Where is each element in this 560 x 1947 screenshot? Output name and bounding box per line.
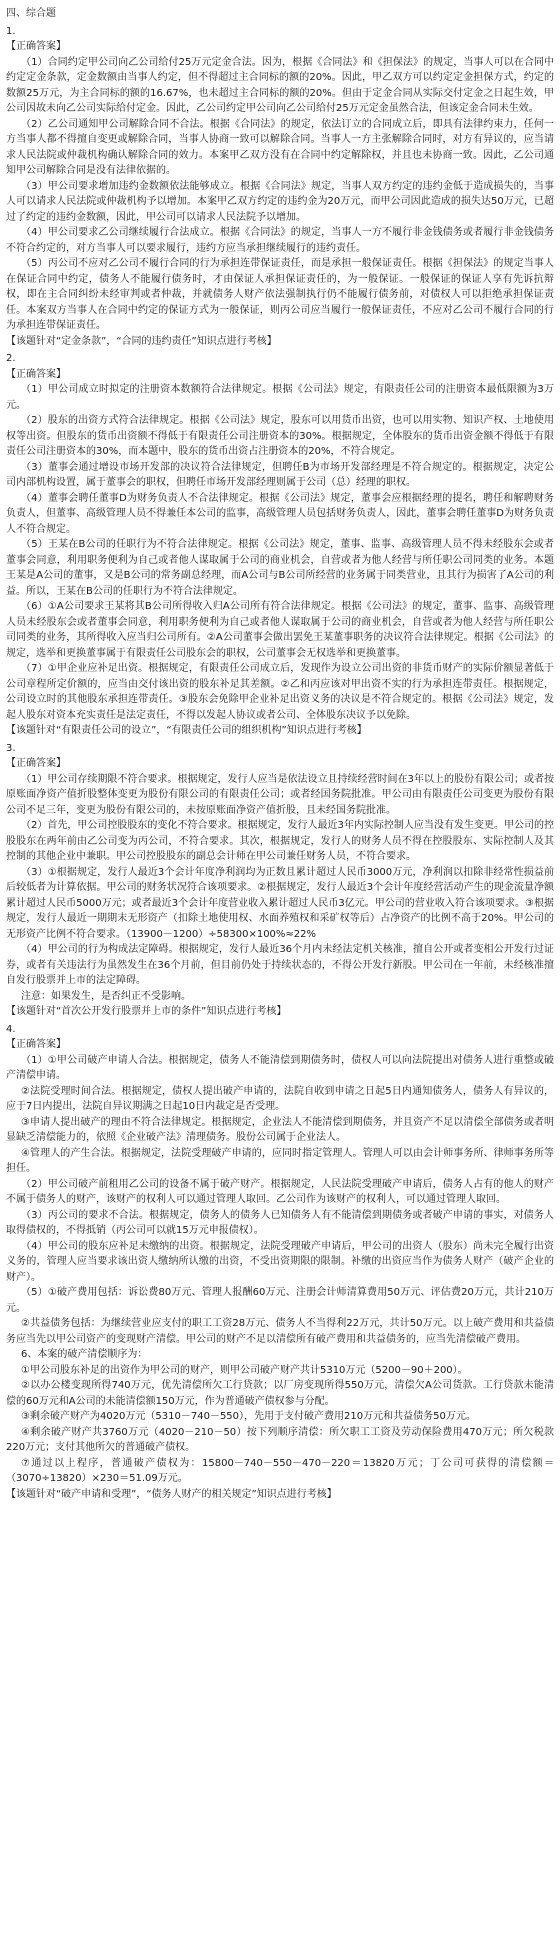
answer-paragraph: （2）股东的出资方式符合法律规定。根据《公司法》规定，股东可以用货币出资，也可以用实物、知识产权、土地使用权等出资。但股东的货币出资额不得低于有限责任公司注册资本的30%。根据规定，全体股东的货币出资金额不得低于有限责任公司注册资本的30%，而本题中，股东的货币出资占注册资本的20%，不符合规定。 xyxy=(6,415,554,457)
answer-paragraph: （3）丙公司的要求不合法。根据规定，债务人的债务人已知债务人有不能清偿到期债务或者破产申请的事实，对债务人取得债权的，不得抵销（丙公司可以就15万元申报债权）。 xyxy=(6,1209,554,1236)
answer-label: 【正确答案】 xyxy=(6,41,66,52)
question-number: 1. xyxy=(6,25,16,37)
answer-paragraph: ②共益债务包括：为继续营业应支付的职工工资28万元、债务人不当得利22万元，共计50万元。以上破产费用和共益债务应当先以甲公司资产的变现财产清偿。甲公司的财产不足以清偿所有破产费用和共益债务的，应当先清偿破产费用。 xyxy=(6,1318,554,1345)
answer-paragraph: （2）首先，甲公司控股股东的变化不符合要求。根据规定，发行人最近3年内实际控制人应当没有发生变更。甲公司的控股股东在两年前由乙公司变为丙公司，不符合要求。其次，根据规定，发行人的财务人员不得在控股股东、实际控制人及其控制的其他企业中兼职。甲公司控股股东的副总会计师在甲公司兼任财务人员，不符合要求。 xyxy=(6,820,554,862)
question-number: 4. xyxy=(6,1023,16,1035)
answer-paragraph: ①甲公司股东补足的出资作为甲公司的财产，则甲公司破产财产共计5310万元（5200－90＋200）。 xyxy=(21,1364,468,1376)
answer-paragraph: ③剩余破产财产为4020万元（5310－740－550），先用于支付破产费用210万元和共益债务50万元。 xyxy=(21,1411,476,1422)
answer-paragraph: 6、本案的破产清偿顺序为： xyxy=(21,1349,148,1360)
answer-paragraph: ②法院受理时间合法。根据规定，债权人提出破产申请的，法院自收到申请之日起5日内通知债务人，债务人有异议的，应于7日内提出，法院自异议期满之日起10日内裁定是否受理。 xyxy=(6,1085,554,1112)
answer-paragraph: （6）①A公司要求王某将其B公司所得收入归A公司所有符合法律规定。根据《公司法》的规定，董事、监事、高级管理人员未经股东会或者董事会同意，利用职务便利为自己或者他人谋取属于公司的商业机会，自营或者为他人经营与所任职公司同类的业务，其所得收入应当归公司所有。②A公司董事会做出罢免王某董事职务的决议符合法律规定。根据《公司法》的规定，选举和更换董事属于有限责任公司股东会的职权，公司董事会无权选举和更换董事。 xyxy=(6,601,554,659)
question-1 xyxy=(6,24,554,350)
answer-label: 【正确答案】 xyxy=(6,368,66,380)
answer-paragraph: （1）甲公司存续期限不符合要求。根据规定，发行人应当是依法设立且持续经营时间在3年以上的股份有限公司；或者按原账面净资产值折股整体变更为股份有限公司的有限责任公司；或者经国务院批准。甲公司由有限责任公司变更为股份有限公司不足三年，变更为股份有限公司的，未按原账面净资产值折股，且未经国务院批准。 xyxy=(6,773,554,816)
question-2 xyxy=(6,351,554,739)
answer-paragraph: （3）①根据规定，发行人最近3个会计年度净利润均为正数且累计超过人民币3000万元，净利润以扣除非经常性损益前后较低者为计算依据。甲公司的财务状况符合该项要求。②根据规定，发行人最近3个会计年度经营活动产生的现金流量净额累计超过人民币5000万元；或者最近3个会计年度营业收入累计超过人民币3亿元。甲公司的营业收入符合该项要求。③根据规定，发行人最近一期期末无形资产（扣除土地使用权、水面养殖权和采矿权等后）占净资产的比例不高于20%。甲公司的无形资产比例不符合要求。（13900－1200）÷58300×100%≈22% xyxy=(6,866,554,940)
answer-label: 【正确答案】 xyxy=(6,1039,66,1050)
answer-paragraph: （1）合同约定甲公司向乙公司给付25万元定金合法。因为，根据《合同法》和《担保法》的规定，当事人可以在合同中约定定金条款，定金数额由当事人约定，但不得超过主合同标的额的20%。因此，甲乙双方可以约定定金担保方式，约定的数额25万元，为主合同标的额的16.67%，也未超过主合同标的额的20%。但由于定金合同从实际交付定金之日起生效，甲公司因故未向乙公司实际给付定金。因此，乙公司约定甲公司向乙公司给付25万元定金虽然合法，但该定金合同未生效。 xyxy=(6,56,554,114)
answer-paragraph: （5）王某在B公司的任职行为不符合法律规定。根据《公司法》规定，董事、监事、高级管理人员不得未经股东会或者董事会同意，利用职务便利为自己或者他人谋取属于公司的商业机会，自营或者为他人经营与所任职公司同类的业务。本题王某是A公司的董事，又是B公司的常务副总经理，而A公司与B公司所经营的业务属于同类营业，且其行为损害了A公司的利益。所以，王某在B公司的任职行为不符合法律规定。 xyxy=(6,539,554,597)
answer-paragraph: （5）丙公司不应对乙公司不履行合同的行为承担连带保证责任，而是承担一般保证责任。根据《担保法》的规定当事人在保证合同中约定，债务人不能履行债务时，才由保证人承担保证责任的，为一般保证。一般保证的保证人享有先诉抗辩权，即在主合同纠纷未经审判或者仲裁，并就债务人财产依法强制执行仍不能履行债务前，对债权人可以拒绝承担保证责任。本案双方当事人在合同中约定的保证方式为一般保证，则丙公司应当履行一般保证责任，不应对乙公司不履行合同的行为承担连带保证责任。 xyxy=(6,258,554,331)
answer-paragraph: ②以办公楼变现所得740万元，优先清偿所欠工行贷款；以厂房变现所得550万元，清偿欠A公司货款。工行贷款未能清偿的60万元和A公司的未能清偿额150万元，作为普通破产债权参与分配。 xyxy=(6,1380,554,1407)
knowledge-point-tag: 【该题针对“有限责任公司的设立”，“有限责任公司的组织机构”知识点进行考核】 xyxy=(6,725,367,736)
answer-paragraph: （3）董事会通过增设市场开发部的决议符合法律规定，但聘任B为市场开发部经理是不符合规定的。根据规定，决定公司内部机构设置，属于董事会的职权，但聘任市场开发部经理则属于公司（总）经理的职权。 xyxy=(6,461,554,488)
answer-paragraph: （3）甲公司要求增加违约金数额依法能够成立。根据《合同法》规定，当事人双方约定的违约金低于造成损失的，当事人可以请求人民法院或仲裁机构予以增加。本案甲乙双方约定的违约金为20万元，而甲公司因此造成的损失达50万元，已超过了约定的违约金数额，因此，甲公司可以请求人民法院予以增加。 xyxy=(6,180,554,223)
answer-label: 【正确答案】 xyxy=(6,758,66,769)
answer-paragraph: ④管理人的产生合法。根据规定，法院受理破产申请的，应同时指定管理人。管理人可以由会计师事务所、律师事务所等担任。 xyxy=(6,1147,554,1174)
answer-paragraph: （2）乙公司通知甲公司解除合同不合法。根据《合同法》的规定，依法订立的合同成立后，即具有法律约束力，任何一方当事人都不得擅自变更或解除合同，当事人协商一致可以解除合同。当事人一方主张解除合同时，对方有异议的，应当请求人民法院或仲裁机构确认解除合同的效力。本案甲乙双方没有在合同中约定解除权，并且也未协商一致。因此，乙公司通知甲公司解除合同是没有法律依据的。 xyxy=(6,118,554,176)
knowledge-point-tag: 【该题针对“破产申请和受理”，“债务人财产的相关规定”知识点进行考核】 xyxy=(6,1488,337,1500)
answer-paragraph: （1）①甲公司破产申请人合法。根据规定，债务人不能清偿到期债务时，债权人可以向法院提出对债务人进行重整或破产清偿申请。 xyxy=(6,1054,554,1081)
answer-paragraph: （1）甲公司成立时拟定的注册资本数额符合法律规定。根据《公司法》规定，有限责任公司的注册资本最低限额为3万元。 xyxy=(6,384,554,411)
answer-paragraph: ④剩余破产财产共3760万元（4020－210－50）按下列顺序清偿：所欠职工工资及劳动保险费用470万元；所欠税款220万元；支付其他所欠的普通破产债权。 xyxy=(6,1426,554,1453)
answer-paragraph: 注意：如果发生，是否纠正不受影响。 xyxy=(21,990,191,1002)
question-number: 2. xyxy=(6,353,16,364)
knowledge-point-tag: 【该题针对“首次公开发行股票并上市的条件”知识点进行考核】 xyxy=(6,1006,287,1017)
answer-paragraph: （5）①破产费用包括：诉讼费80万元、管理人报酬60万元、注册会计师清算费用50万元、评估费20万元，共计210万元。 xyxy=(6,1287,554,1314)
answer-paragraph: （4）董事会聘任董事D为财务负责人不合法律规定。根据《公司法》规定，董事会应根据经理的提名，聘任和解聘财务负责人，但董事、高级管理人员不得兼任本公司的监事，高级管理人员包括财务负责人，因此，董事会聘任董事D为财务负责人不符合规定。 xyxy=(6,492,554,535)
answer-paragraph: ⑦通过以上程序，普通破产债权为：15800－740－550－470－220＝13820万元；丁公司可获得的清偿额＝（3070÷13820）×230＝51.09万元。 xyxy=(6,1457,554,1484)
answer-paragraph: ③申请人提出破产的理由不符合法律规定。根据规定，企业法人不能清偿到期债务，并且资产不足以清偿全部债务或者明显缺乏清偿能力的，依照《企业破产法》清理债务。股份公司属于企业法人。 xyxy=(6,1116,554,1143)
answer-paragraph: （2）甲公司破产前租用乙公司的设备不属于破产财产。根据规定，人民法院受理破产申请后，债务人占有的他人的财产不属于债务人的财产，该财产的权利人可以通过管理人取回。乙公司作为该财产的权利人，可以通过管理人取回。 xyxy=(6,1178,554,1205)
knowledge-point-tag: 【该题针对“定金条款”，“合同的违约责任”知识点进行考核】 xyxy=(6,335,277,347)
answer-paragraph: （4）甲公司的行为构成法定障碍。根据规定，发行人最近36个月内未经法定机关核准，擅自公开或者变相公开发行过证券，或者有关违法行为虽然发生在36个月前，但目前仍处于持续状态的，不得公开发行新股。甲公司在一年前，未经核准擅自发行股票并上市的法定障碍。 xyxy=(6,944,554,986)
question-number: 3. xyxy=(6,742,16,754)
question-4 xyxy=(6,1022,554,1503)
answer-paragraph: （7）①甲企业应补足出资。根据规定，有限责任公司成立后，发现作为设立公司出资的非货币财产的实际价额显著低于公司章程所定价额的，应当由交付该出资的股东补足其差额。②乙和丙应该对甲出资不实的行为承担连带责任。根据规定，公司设立时的其他股东承担连带责任。③股东会免除甲企业补足出资义务的决议是不符合规定的。根据《公司法》规定，发起人股东对资本充实责任是法定责任，不得以发起人协议或者公司、全体股东决议予以免除。 xyxy=(6,663,554,721)
answer-paragraph: （4）甲公司的股东应补足未缴纳的出资。根据规定，法院受理破产申请后，甲公司的出资人（股东）尚未完全履行出资义务的，管理人应当要求该出资人缴纳所认缴的出资，不受出资期限的限制。补缴的出资应当作为债务人财产（破产企业的财产）。 xyxy=(6,1240,554,1283)
section-title: 四、综合题 xyxy=(6,8,56,19)
answer-paragraph: （4）甲公司要求乙公司继续履行合法成立。根据《合同法》的规定，当事人一方不履行非金钱债务或者履行非金钱债务不符合约定的，对方当事人可以要求履行，违约方应当承担继续履行的违约责任。 xyxy=(6,227,554,254)
question-3 xyxy=(6,741,554,1020)
